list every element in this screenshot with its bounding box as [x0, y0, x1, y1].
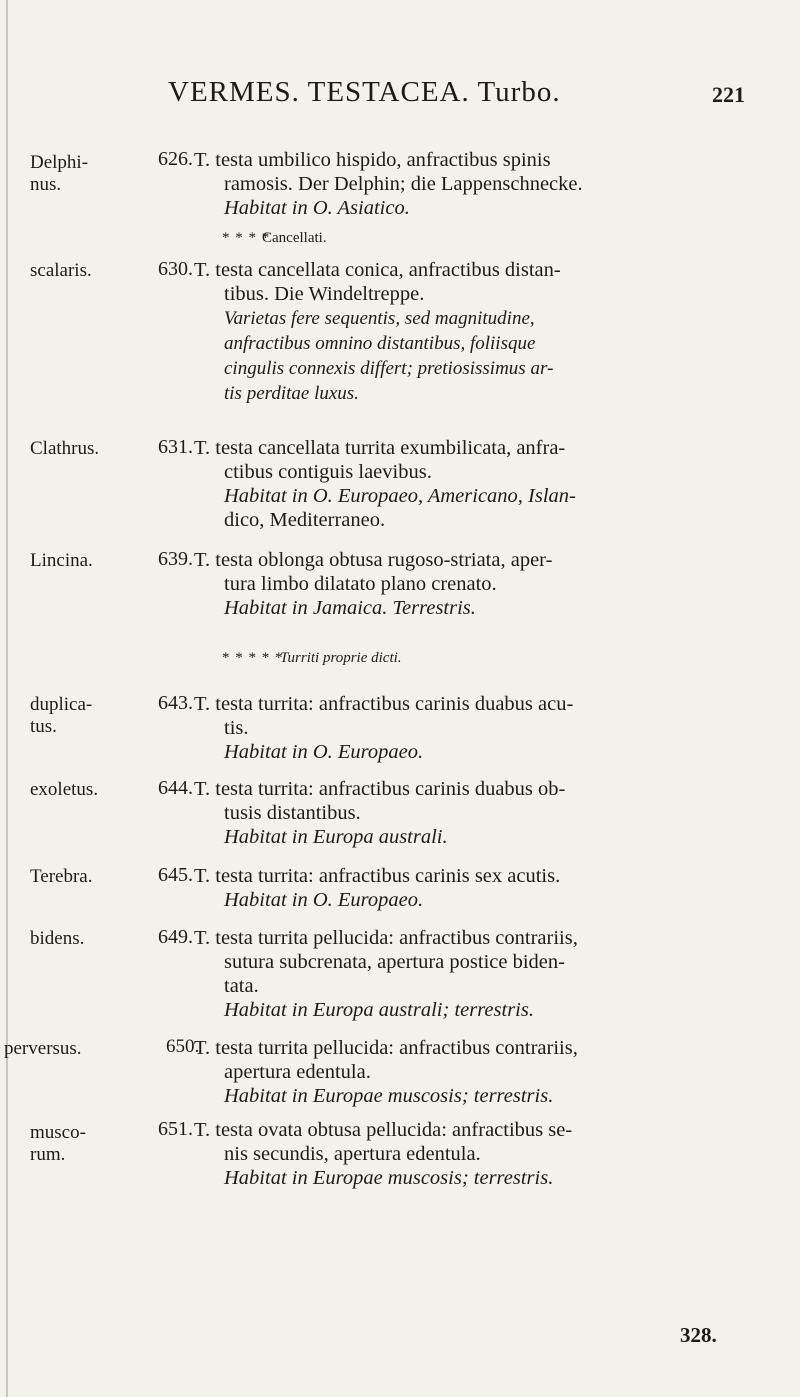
entry-description: T. testa turrita: anfractibus carinis sex acutis. Habitat in O. Europaeo. — [194, 864, 774, 912]
species-name: Clathrus. — [30, 438, 100, 459]
habitat-line: Habitat in O. Europaeo, Americano, Islan- — [224, 485, 576, 507]
note-line: anfractibus omnino distantibus, foliisque — [224, 333, 536, 354]
entry-number: 631. — [158, 436, 193, 458]
species-name: Terebra. — [30, 866, 93, 887]
entry-number: 630. — [158, 258, 193, 280]
species-name: Lincina. — [30, 550, 93, 571]
species-name: duplica- tus. — [30, 694, 93, 737]
species-name: perversus. — [4, 1038, 82, 1059]
entry-number: 643. — [158, 692, 193, 714]
entry-description: T. testa turrita: anfractibus carinis duabus acu- tis. Habitat in O. Europaeo. — [194, 692, 774, 764]
habitat-line: Habitat in Europae muscosis; terrestris. — [224, 1167, 554, 1189]
note-line: Varietas fere sequentis, sed magnitudine, — [224, 308, 535, 329]
note-line: cingulis connexis differt; pretiosissimus ar- — [224, 358, 554, 379]
habitat-line: Habitat in O. Europaeo. — [224, 741, 424, 763]
habitat-line: Habitat in Europa australi. — [224, 826, 448, 848]
page-edge-line — [6, 0, 8, 1397]
species-name: bidens. — [30, 928, 85, 949]
habitat-line: Habitat in Jamaica. Terrestris. — [224, 597, 476, 619]
entry-description: T. testa umbilico hispido, anfractibus spinis ramosis. Der Delphin; die Lappenschnecke. Habitat in O. Asiatico. — [194, 148, 774, 220]
habitat-line: Habitat in O. Asiatico. — [224, 197, 410, 219]
entry-number: 651. — [158, 1118, 193, 1140]
entry-description: T. testa oblonga obtusa rugoso-striata, aper- tura limbo dilatato plano crenato. Habitat in Jamaica. Terrestris. — [194, 548, 774, 620]
header-title: VERMES. TESTACEA. Turbo. — [168, 76, 561, 108]
book-page: VERMES. TESTACEA. Turbo. 221 Delphi- nus. 626. T. testa umbilico hispido, anfractibus spinis ramosis. Der Delphin; die Lappenschnecke. Habitat in O. Asiatico. * * * * Cancellati. scalaris. 630. T. testa cancellata conica, anfractibus distan- tibus. Die Windeltreppe. Varietas fere sequentis, sed magnitudine, anfractibus omnino distantibus, foliisque cingulis connexis differt; pretiosissimus ar- tis perditae luxus. Clathrus. 631. T. testa cancellata turrita exumbilicata, anfra- ctibus contiguis laevibus. Habitat in O. Europaeo, Americano, Islan- dico, Mediterraneo. Lincina. 639. T. testa oblonga obtusa rugoso-striata, aper- tura limbo dilatato plano crenato. Habitat in Jamaica. Terrestris. * * * * * Turriti proprie dicti. duplica- tus. 643. T. testa turrita: anfractibus carinis duabus acu- tis. Habitat in O. Europaeo. exoletus. 644. T. testa turrita: anfractibus carinis duabus ob- tusis distantibus. Habitat in Europa australi. Terebra. 645. T. testa turrita: anfractibus carinis sex acutis. Habitat in O. Europaeo. bidens. 649. T. testa turrita pellucida: anfractibus contrariis, sutura subcrenata, apertura postice biden- tata. Habitat in Europa australi; terrestris. perversus. 650. T. testa turrita pellucida: anfractibus contrariis, apertura edentula. Habitat in Europae muscosis; terrestris. musco- rum. 651. T. testa ovata obtusa pellucida: anfractibus se- nis secundis, apertura edentula. Habitat in Europae muscosis; terrestris. 328. — [0, 0, 800, 1397]
catchword: 328. — [680, 1323, 717, 1347]
entry-description: T. testa cancellata conica, anfractibus distan- tibus. Die Windeltreppe. Varietas fere sequentis, sed magnitudine, anfractibus omnino distantibus, foliisque cingulis connexis differt; pretiosissimus ar- tis perditae luxus. — [194, 258, 774, 406]
habitat-line: Habitat in Europa australi; terrestris. — [224, 999, 534, 1021]
entry-number: 650. — [166, 1036, 200, 1057]
entry-description: T. testa turrita pellucida: anfractibus contrariis, sutura subcrenata, apertura postice biden- tata. Habitat in Europa australi; terrestris. — [194, 926, 774, 1022]
habitat-line: Habitat in O. Europaeo. — [224, 889, 424, 911]
note-line: tis perditae luxus. — [224, 383, 359, 404]
entry-number: 639. — [158, 548, 193, 570]
entry-number: 626. — [158, 148, 193, 170]
species-name: scalaris. — [30, 260, 92, 281]
entry-number: 644. — [158, 777, 193, 799]
entry-description: T. testa turrita pellucida: anfractibus contrariis, apertura edentula. Habitat in Europae muscosis; terrestris. — [194, 1036, 774, 1108]
habitat-line: Habitat in Europae muscosis; terrestris. — [224, 1085, 554, 1107]
entry-number: 649. — [158, 926, 193, 948]
species-name: musco- rum. — [30, 1122, 86, 1165]
species-name: Delphi- nus. — [30, 152, 89, 195]
entry-number: 645. — [158, 864, 193, 886]
species-name: exoletus. — [30, 779, 99, 800]
entry-description: T. testa cancellata turrita exumbilicata, anfra- ctibus contiguis laevibus. Habitat in O. Europaeo, Americano, Islan- dico, Mediterraneo. — [194, 436, 774, 532]
entry-description: T. testa ovata obtusa pellucida: anfractibus se- nis secundis, apertura edentula. Habitat in Europae muscosis; terrestris. — [194, 1118, 774, 1190]
running-header — [0, 76, 800, 116]
entry-description: T. testa turrita: anfractibus carinis duabus ob- tusis distantibus. Habitat in Europa australi. — [194, 777, 774, 849]
page-number: 221 — [712, 82, 745, 107]
